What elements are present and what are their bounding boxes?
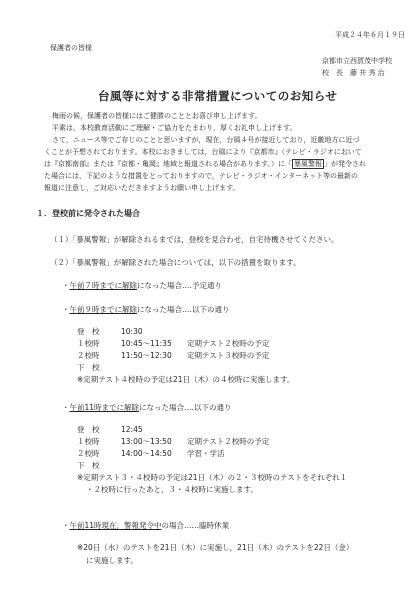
case-warning: ・午前11時現在，警報発令中の場合‥‥‥臨時休業: [62, 521, 230, 530]
storm-warning-label: 暴風警報: [293, 160, 322, 168]
case-11am-condition: 午前11時までに解除: [69, 403, 140, 412]
addressee: 保護者の皆様: [50, 44, 92, 52]
intro-line-4: くことが予想されております。本校におきましては，台風により『京都市』（テレビ・ラジオにおいて: [44, 148, 362, 156]
intro-line-5-start: は『京都南部』または『京都・亀岡』地域と報道される場合があります。）に「: [44, 160, 292, 168]
schedule-note: ※定期テスト４校時の予定は21日（木）の４校時に実施します。: [77, 375, 295, 384]
case-11am: ・午前11時までに解除になった場合‥‥以下の通り: [62, 403, 232, 412]
schedule-row: 下 校: [77, 461, 100, 470]
schedule-row: 登 校 10:30: [77, 327, 143, 336]
closure-note-line-2: に実施します。: [86, 556, 138, 565]
case-7am: ・午前７時までに解除になった場合‥‥予定通り: [62, 281, 223, 290]
item-1: （１）「暴風警報」が解除されるまでは，登校を見合わせ，自宅待機させてください。: [50, 235, 339, 244]
case-9am: ・午前９時までに解除になった場合‥‥以下の通り: [62, 305, 230, 314]
page-title: 台風等に対する非常措置についてのお知らせ: [98, 89, 338, 103]
section-heading: １．登校前に発令された場合: [36, 209, 140, 218]
intro-line-5: [44, 159, 366, 170]
schedule-row: １校時 13:00～13:50 定期テスト２校時の予定: [77, 437, 270, 446]
case-7am-condition: 午前７時までに解除: [69, 281, 137, 290]
schedule-row: １校時 10:45～11:35 定期テスト２校時の予定: [77, 339, 270, 348]
intro-line-6: た場合には，下記のような措置をとっておりますので，テレビ・ラジオ・インターネット等の最新の: [44, 172, 358, 180]
intro-line-5-end: 」が発令され: [323, 160, 366, 168]
school-name: 京都市立西賀茂中学校: [322, 57, 392, 65]
schedule-9am: [77, 326, 294, 386]
schedule-row: ２校時 11:50～12:30 定期テスト３校時の予定: [77, 351, 270, 360]
principal-name: 校 長 藤 井 秀 治: [322, 69, 385, 77]
closure-note-line-1: ※20日（水）のテストを21日（木）に実施し，21日（木）のテストを22日（金）: [77, 543, 354, 552]
schedule-row: ２校時 14:00～14:50 学習・学活: [77, 449, 225, 458]
schedule-note-line-1: ※定期テスト３・４校時の予定は21日（木）の２・３校時のテストをそれぞれ１: [77, 473, 348, 482]
intro-line-2: 平素は，本校教育活動にご理解・ご協力をたまわり，厚くお礼申し上げます。: [52, 124, 297, 132]
schedule-row: 下 校: [77, 363, 100, 372]
schedule-note-line-2: ・２校時に行ったあと，３・４校時に実施します。: [86, 485, 258, 494]
date: 平成２４年６月１９日: [335, 31, 405, 39]
intro-line-7: 報道に注意し，ご対応いただきますようお願い申し上げます。: [44, 184, 240, 192]
schedule-row: 登 校 12:45: [77, 425, 143, 434]
case-9am-condition: 午前９時までに解除: [69, 305, 137, 314]
intro-line-3: さて，ニュース等でご存じのことと思いますが，現在，台風４号が接近しており，近畿地方に近づ: [52, 136, 360, 144]
case-warning-condition: 午前11時現在，警報発令中: [69, 521, 162, 530]
schedule-11am: [77, 424, 347, 496]
item-2: （２）「暴風警報」が解除された場合については，以下の措置を取ります。: [50, 258, 301, 267]
intro-line-1: 梅雨の候，保護者の皆様にはご健勝のこととお喜び申し上げます。: [52, 112, 262, 120]
